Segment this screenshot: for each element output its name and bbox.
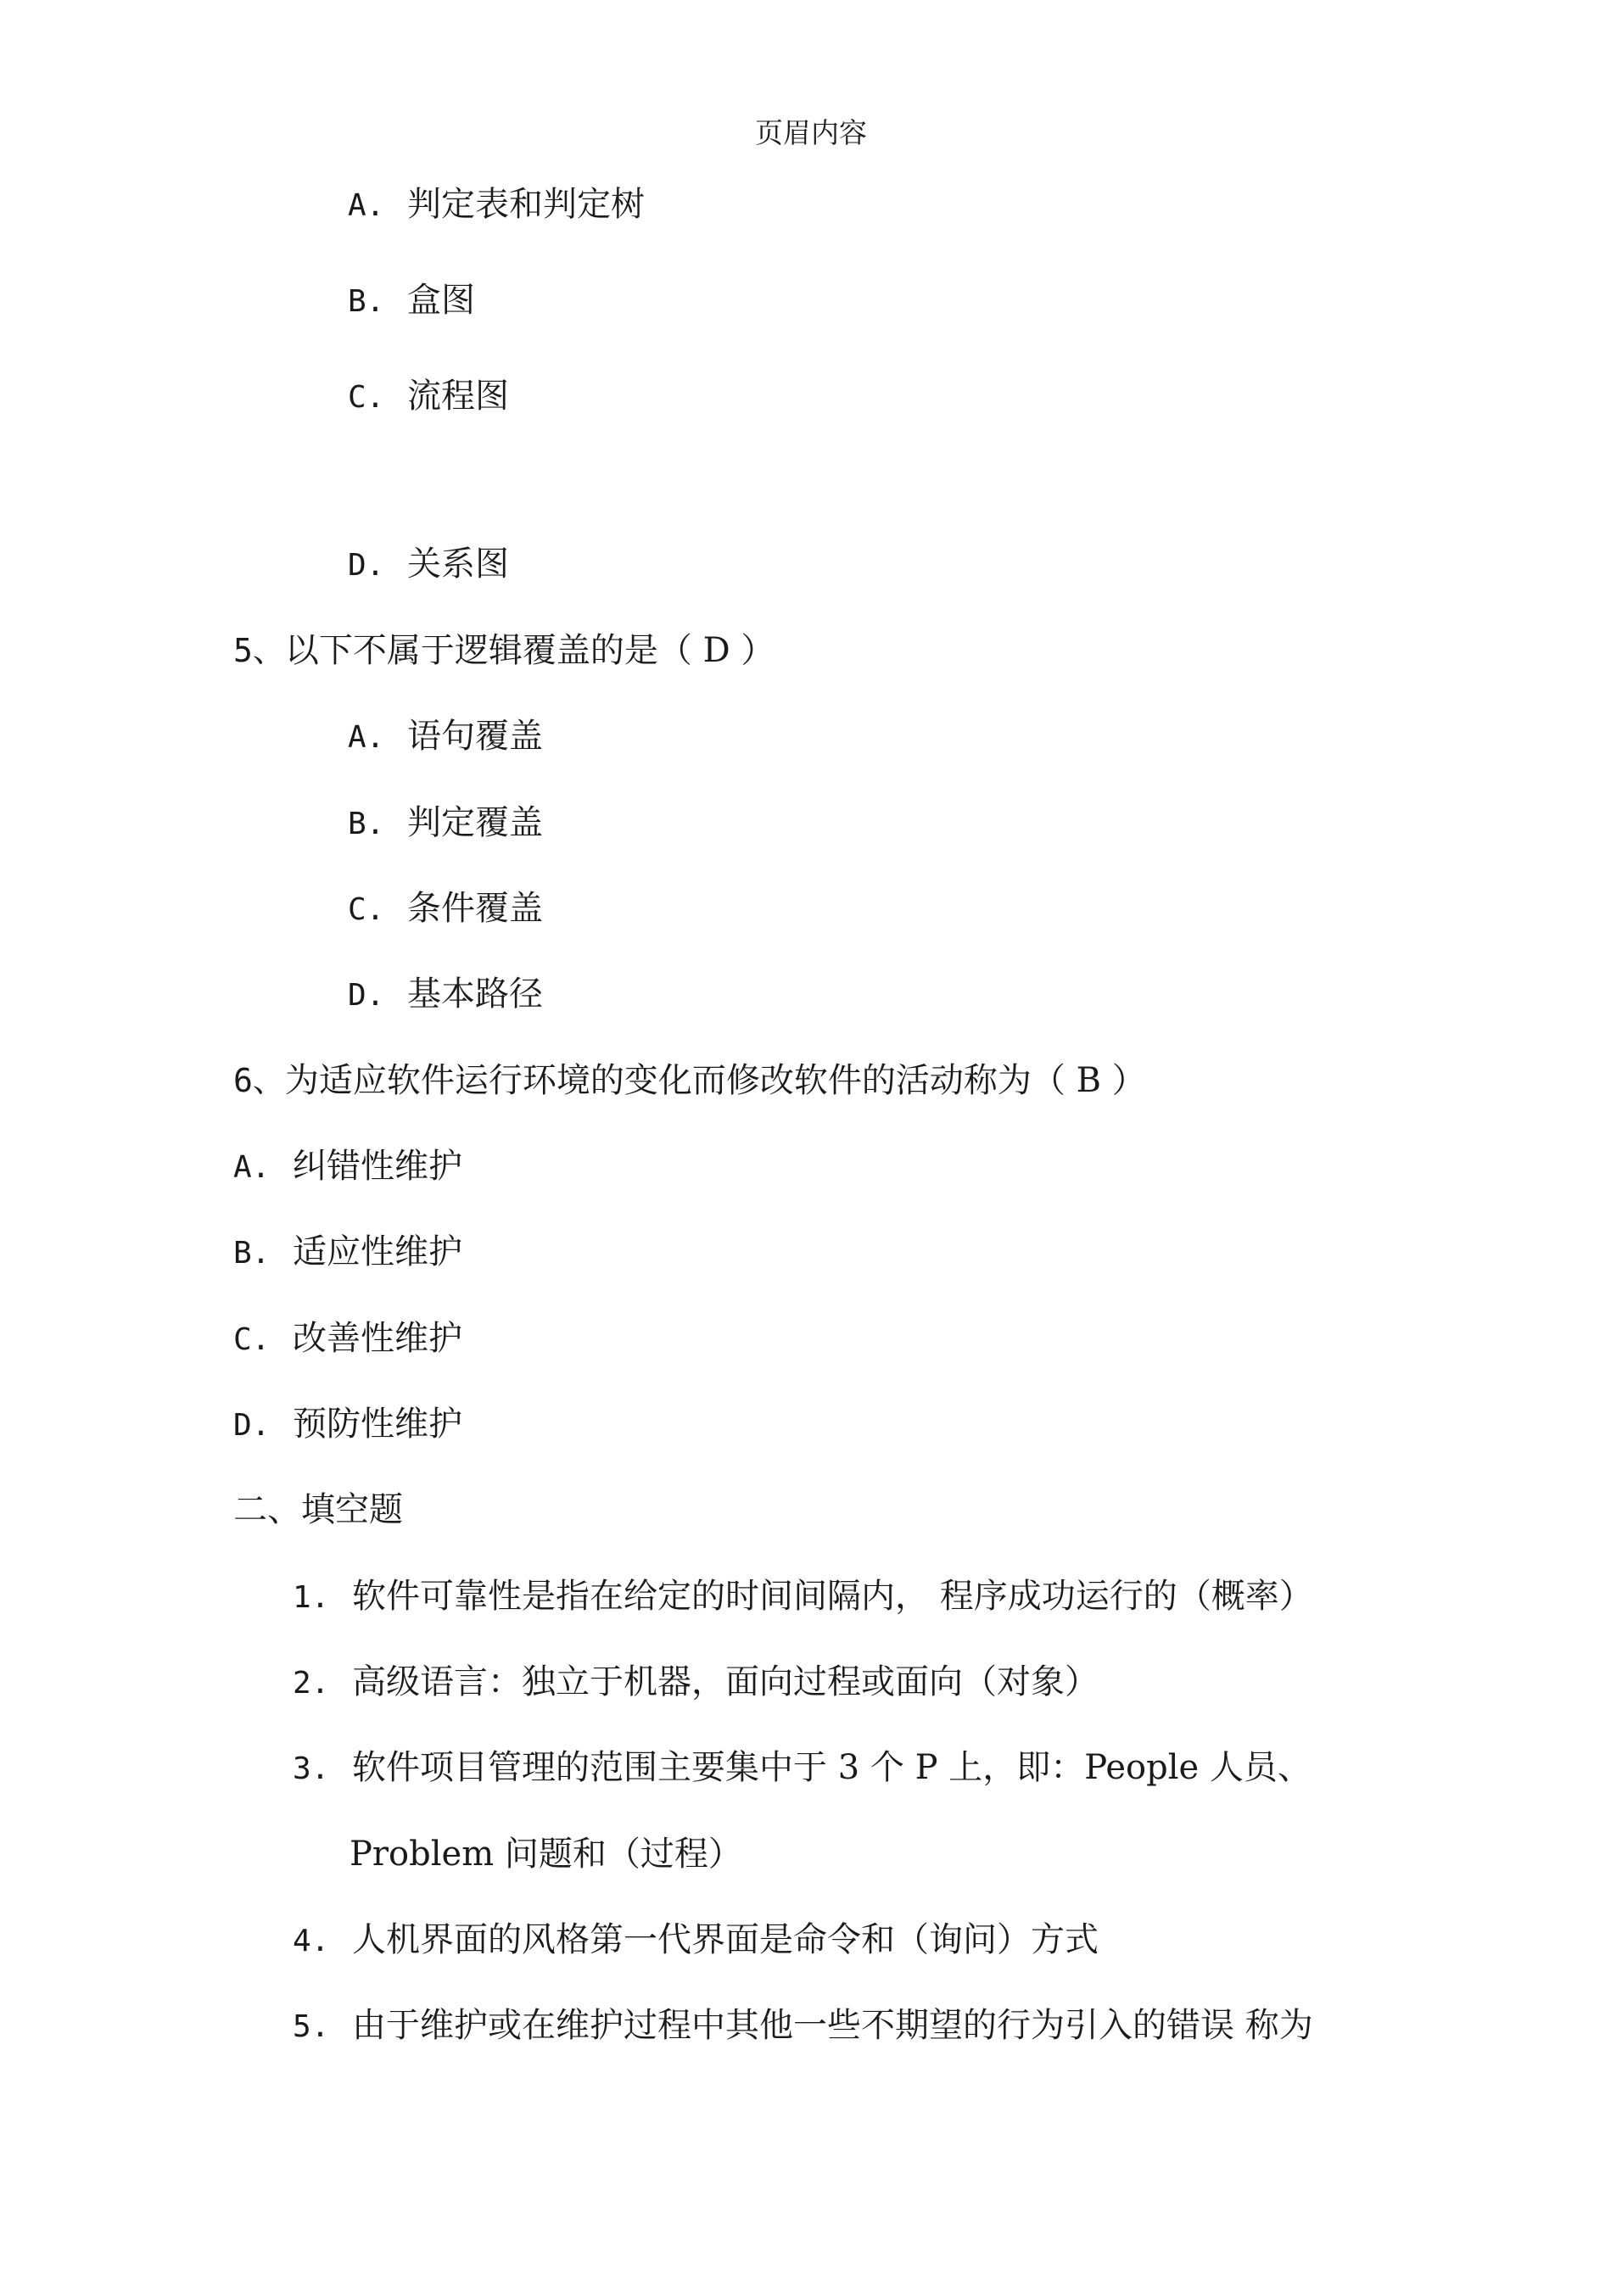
q5-option-d — [348, 970, 543, 1020]
option-label: D. — [348, 978, 385, 1013]
question-number: 6、 — [233, 1062, 285, 1099]
page-header: 页眉内容 — [755, 116, 867, 149]
option-label: B. — [233, 1236, 271, 1271]
section-title: 二、填空题 — [233, 1490, 403, 1529]
q5-option-b — [348, 799, 543, 848]
q4-option-a — [348, 181, 645, 230]
fill-item-3 — [293, 1744, 1312, 1793]
q5-stem — [233, 627, 775, 674]
option-text: 改善性维护 — [293, 1319, 462, 1358]
item-text: 高级语言：独立于机器，面向过程或面向（对象） — [352, 1662, 1099, 1701]
option-text: 预防性维护 — [293, 1405, 462, 1444]
fill-item-3-continuation: Problem 问题和（过程） — [350, 1835, 742, 1874]
q4-option-d — [348, 540, 509, 589]
item-number: 4. — [293, 1924, 330, 1958]
q4-option-b — [348, 277, 475, 326]
option-text: 条件覆盖 — [407, 889, 543, 928]
question-text: 以下不属于逻辑覆盖的是（ D ） — [284, 631, 775, 670]
q6-option-b — [233, 1228, 462, 1277]
fill-item-4 — [293, 1916, 1099, 1965]
fill-item-1 — [293, 1573, 1313, 1622]
item-text: 由于维护或在维护过程中其他一些不期望的行为引入的错误 称为 — [352, 2006, 1313, 2045]
item-text: 软件可靠性是指在给定的时间间隔内， 程序成功运行的（概率） — [352, 1577, 1313, 1616]
item-text: 人机界面的风格第一代界面是命令和（询问）方式 — [352, 1920, 1099, 1959]
option-label: B. — [348, 807, 385, 841]
option-label: A. — [348, 188, 385, 223]
fill-item-2 — [293, 1658, 1099, 1707]
option-label: D. — [233, 1408, 271, 1443]
option-text: 判定覆盖 — [407, 803, 543, 842]
option-label: C. — [348, 380, 385, 415]
option-label: C. — [233, 1322, 271, 1357]
option-text: 判定表和判定树 — [407, 185, 645, 224]
option-text: 流程图 — [407, 377, 509, 416]
option-text: 纠错性维护 — [293, 1147, 462, 1186]
option-text: 基本路径 — [407, 975, 543, 1014]
item-number: 1. — [293, 1580, 330, 1615]
item-number: 2. — [293, 1666, 330, 1701]
fill-item-5 — [293, 2002, 1313, 2051]
option-label: A. — [233, 1150, 271, 1185]
option-text: 适应性维护 — [293, 1232, 462, 1271]
q6-option-c — [233, 1315, 462, 1364]
option-label: D. — [348, 548, 385, 583]
option-label: A. — [348, 720, 385, 755]
item-number: 3. — [293, 1751, 330, 1786]
option-label: B. — [348, 284, 385, 319]
option-label: C. — [348, 892, 385, 927]
q5-option-a — [348, 712, 543, 762]
item-number: 5. — [293, 2009, 330, 2044]
q5-option-c — [348, 885, 543, 934]
q6-option-a — [233, 1142, 462, 1192]
option-text: 语句覆盖 — [407, 717, 543, 756]
q4-option-c — [348, 372, 509, 422]
option-text: 关系图 — [407, 545, 509, 584]
question-text: 为适应软件运行环境的变化而修改软件的活动称为（ B ） — [284, 1061, 1146, 1100]
question-number: 5、 — [233, 632, 285, 669]
q6-option-d — [233, 1400, 462, 1450]
option-text: 盒图 — [407, 281, 475, 320]
q6-stem — [233, 1057, 1146, 1104]
item-text: 软件项目管理的范围主要集中于 3 个 P 上，即：People 人员、 — [352, 1748, 1312, 1787]
